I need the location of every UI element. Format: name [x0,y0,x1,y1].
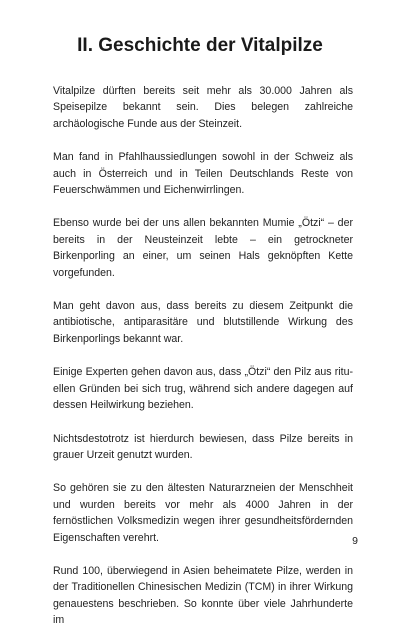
body-text [53,83,353,629]
paragraph: Einige Experten gehen davon aus, dass „Ötzi“ den Pilz aus rituellen Gründen bei sich trug, während sich andere dagegen auf dessen Heilwirkung beziehen. [53,366,353,412]
paragraph: Man fand in Pfahlhaussiedlungen sowohl in der Schweiz als auch in Österreich und in Teilen Deutschlands Reste von Feuerschwämmen und Eichenwirrlingen. [53,151,353,197]
paragraph: Nichtsdestotrotz ist hierdurch bewiesen, dass Pilze bereits in grauer Urzeit genutzt wurden. [53,432,353,461]
paragraph: Man geht davon aus, dass bereits zu diesem Zeitpunkt die antibiotische, antiparasitäre und blutstillende Wirkung des Birkenporlings bekannt war. [53,300,353,345]
chapter-title: II. Geschichte der Vitalpilze [77,35,323,56]
paragraph: Ebenso wurde bei der uns allen bekannten Mumie „Ötzi“ – der bereits in der Neusteinzeit lebte – ein getrockneter Birkenporling an einer, um seinen Hals geknöpften Kette vorgefunden. [53,217,353,279]
paragraph: Vitalpilze dürften bereits seit mehr als 30.000 Jahren als Speisepilze bekannt sein. Dies belegen zahlreiche archäologische Funde aus der Steinzeit. [53,85,353,130]
paragraph: Rund 100, überwiegend in Asien beheimatete Pilze, werden in der Traditionellen Chinesischen Medizin (TCM) in ihrer Wirkung genauestens beschrieben. So konnte über viele Jahrhunderte im [53,564,353,627]
paragraph: So gehören sie zu den ältesten Naturarzneien der Menschheit und wurden bereits vor mehr als 4000 Jahren in der fernöstlichen Volksmedizin wegen ihrer gesundheitsfördernden Eigenschaften verehrt. [53,482,353,544]
page-number: 9 [352,535,358,547]
